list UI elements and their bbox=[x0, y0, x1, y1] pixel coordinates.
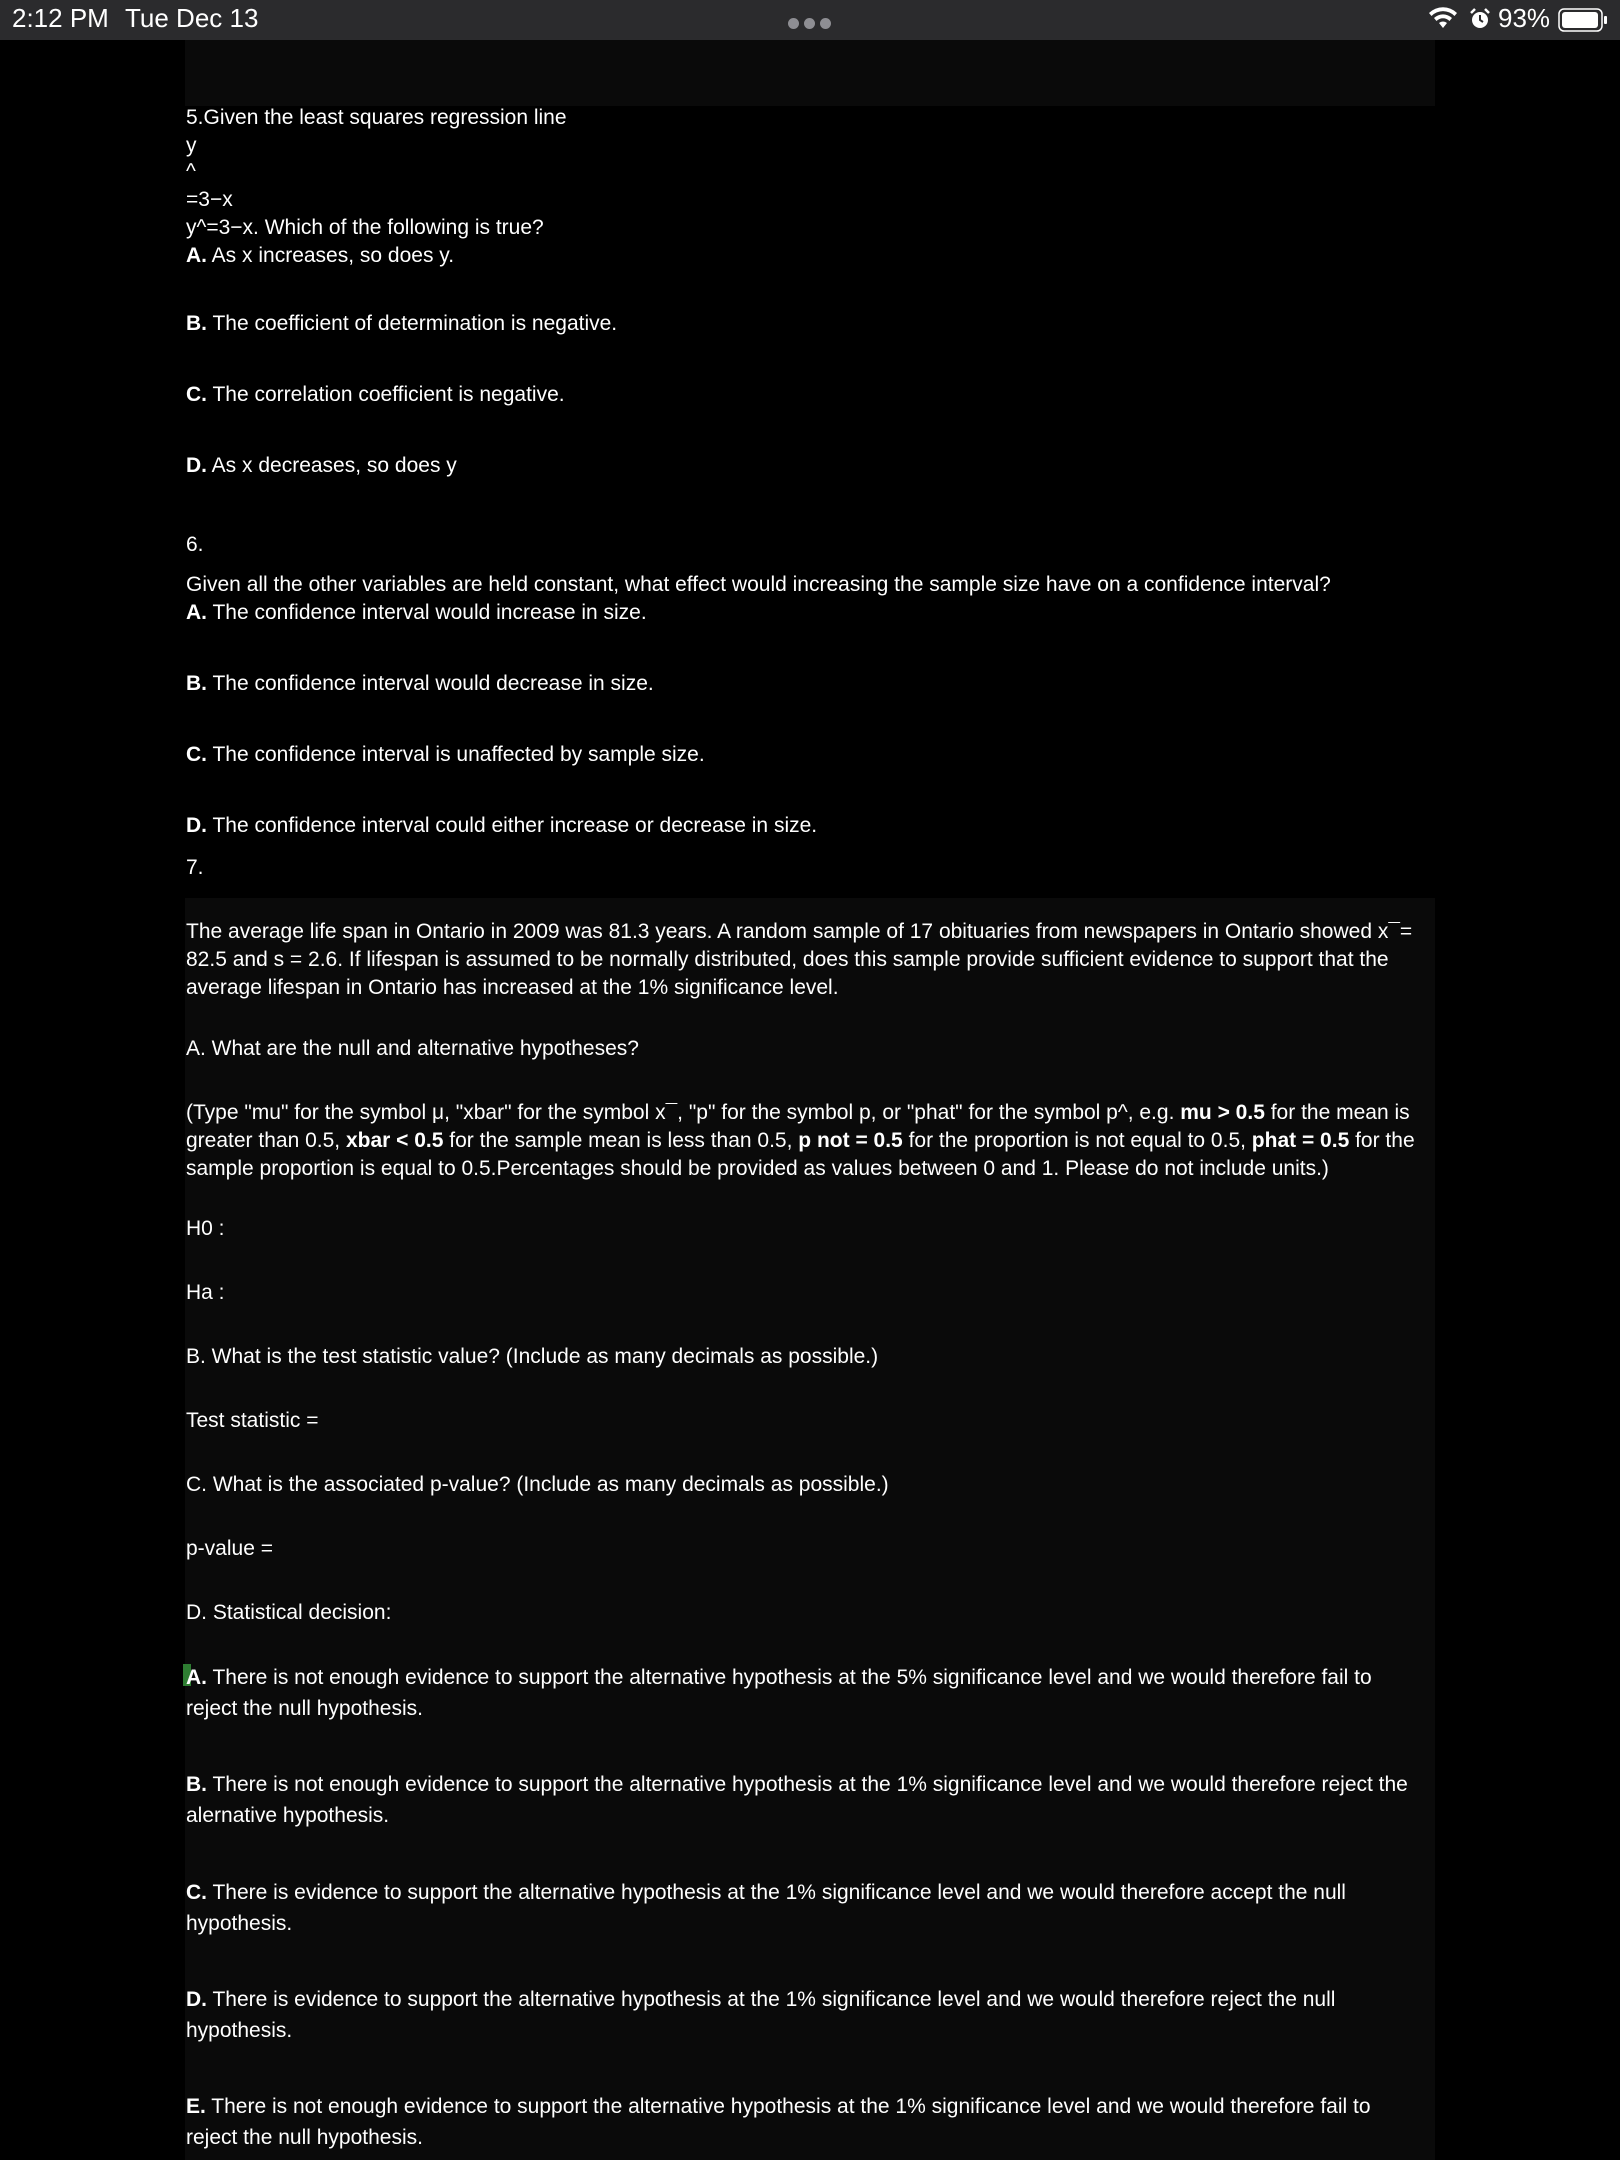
option-text: There is evidence to support the alternative hypothesis at the 1% significance level and we would therefore accept the null hypothesis. bbox=[186, 1881, 1346, 1935]
option-text: The confidence interval would decrease in size. bbox=[207, 672, 654, 695]
option-letter: D. bbox=[186, 454, 207, 477]
decision-option-c[interactable] bbox=[186, 1877, 1426, 1939]
q5-fragment-hat: ^ bbox=[186, 160, 196, 183]
content-panel-question-7 bbox=[185, 898, 1435, 2160]
instruction-example: xbar < 0.5 bbox=[345, 1129, 444, 1152]
content-panel-top bbox=[185, 40, 1435, 106]
option-letter: C. bbox=[186, 743, 207, 766]
option-text: The confidence interval is unaffected by sample size. bbox=[207, 743, 705, 766]
q5-fragment-equation: =3−x bbox=[186, 188, 233, 211]
instruction-example: phat = 0.5 bbox=[1251, 1129, 1350, 1152]
instruction-example: p not = 0.5 bbox=[798, 1129, 903, 1152]
q6-option-b[interactable] bbox=[186, 670, 654, 698]
q7-part-a: A. What are the null and alternative hypotheses? bbox=[186, 1037, 639, 1060]
status-bar bbox=[0, 0, 1620, 40]
option-letter: D. bbox=[186, 1988, 207, 2011]
option-text: There is not enough evidence to support the alternative hypothesis at the 1% significance level and we would therefore reject the alernative hypothesis. bbox=[186, 1773, 1408, 1827]
option-text: There is not enough evidence to support the alternative hypothesis at the 5% significance level and we would therefore fail to reject the null hypothesis. bbox=[186, 1666, 1372, 1720]
option-letter: B. bbox=[186, 672, 207, 695]
instruction-example: mu > 0.5 bbox=[1180, 1101, 1265, 1124]
option-letter: D. bbox=[186, 814, 207, 837]
q5-option-c[interactable] bbox=[186, 381, 565, 409]
q5-fragment-y: y bbox=[186, 134, 197, 157]
instruction-text: (Type "mu" for the symbol μ, "xbar" for the symbol x¯, "p" for the symbol p, or "phat" for the symbol p^, e.g. bbox=[186, 1101, 1181, 1124]
q6-option-a[interactable] bbox=[186, 599, 647, 627]
multitasking-dots-icon[interactable] bbox=[788, 18, 831, 30]
option-text: The confidence interval could either increase or decrease in size. bbox=[207, 814, 818, 837]
wifi-icon bbox=[1428, 6, 1458, 30]
q7-intro: The average life span in Ontario in 2009 was 81.3 years. A random sample of 17 obituaries from newspapers in Ontario showed x¯= 82.5 and s = 2.6. If lifespan is assumed to be normally distributed, does this sample provide sufficient evidence to support that the average lifespan in Ontario has increased at the 1% significance level. bbox=[186, 920, 1413, 999]
q5-question: y^=3−x. Which of the following is true? bbox=[186, 216, 544, 239]
battery-icon bbox=[1558, 8, 1608, 32]
option-letter: A. bbox=[186, 1666, 207, 1689]
option-text: As x decreases, so does y bbox=[207, 454, 457, 477]
q7-part-b: B. What is the test statistic value? (Include as many decimals as possible.) bbox=[186, 1345, 879, 1368]
q7-instructions bbox=[186, 1099, 1426, 1183]
p-value-label: p-value = bbox=[186, 1537, 273, 1560]
test-statistic-label: Test statistic = bbox=[186, 1409, 319, 1432]
status-time: 2:12 PM bbox=[12, 3, 109, 33]
q6-option-d[interactable] bbox=[186, 812, 817, 840]
q6-option-c[interactable] bbox=[186, 741, 705, 769]
option-letter: C. bbox=[186, 1881, 207, 1904]
q7-part-d: D. Statistical decision: bbox=[186, 1601, 392, 1624]
alarm-icon bbox=[1468, 7, 1492, 31]
q7-part-c: C. What is the associated p-value? (Include as many decimals as possible.) bbox=[186, 1473, 889, 1496]
q5-option-d[interactable] bbox=[186, 452, 457, 480]
instruction-text: for the mean is greater than 0.5, bbox=[186, 1101, 1410, 1152]
option-letter: B. bbox=[186, 312, 207, 335]
instruction-text: for the proportion is not equal to 0.5, bbox=[902, 1129, 1252, 1152]
option-letter: A. bbox=[186, 601, 207, 624]
option-text: The coefficient of determination is negative. bbox=[207, 312, 618, 335]
battery-percent: 93% bbox=[1498, 3, 1551, 33]
option-letter: A. bbox=[186, 244, 207, 267]
decision-option-d[interactable] bbox=[186, 1984, 1426, 2046]
option-letter: B. bbox=[186, 1773, 207, 1796]
decision-option-a[interactable] bbox=[186, 1662, 1426, 1724]
decision-option-e[interactable] bbox=[186, 2091, 1426, 2153]
q7-number: 7. bbox=[186, 856, 204, 879]
option-text: The confidence interval would increase in size. bbox=[207, 601, 647, 624]
h0-label: H0 : bbox=[186, 1217, 225, 1240]
q5-option-b[interactable] bbox=[186, 310, 617, 338]
q6-question: Given all the other variables are held constant, what effect would increasing the sample size have on a confidence interval? bbox=[186, 573, 1331, 596]
ha-label: Ha : bbox=[186, 1281, 225, 1304]
option-text: There is not enough evidence to support the alternative hypothesis at the 1% significance level and we would therefore fail to reject the null hypothesis. bbox=[186, 2095, 1371, 2149]
option-text: There is evidence to support the alternative hypothesis at the 1% significance level and we would therefore reject the null hypothesis. bbox=[186, 1988, 1336, 2042]
decision-option-b[interactable] bbox=[186, 1769, 1426, 1831]
q6-number: 6. bbox=[186, 533, 204, 556]
option-text: The correlation coefficient is negative. bbox=[207, 383, 565, 406]
q5-intro: 5.Given the least squares regression line bbox=[186, 106, 567, 129]
option-letter: E. bbox=[186, 2095, 206, 2118]
option-text: As x increases, so does y. bbox=[207, 244, 455, 267]
option-letter: C. bbox=[186, 383, 207, 406]
status-date: Tue Dec 13 bbox=[125, 3, 259, 33]
instruction-text: for the sample proportion is equal to 0.5.Percentages should be provided as values between 0 and 1. Please do not include units.) bbox=[186, 1129, 1415, 1180]
q5-option-a[interactable] bbox=[186, 242, 454, 270]
instruction-text: for the sample mean is less than 0.5, bbox=[443, 1129, 799, 1152]
